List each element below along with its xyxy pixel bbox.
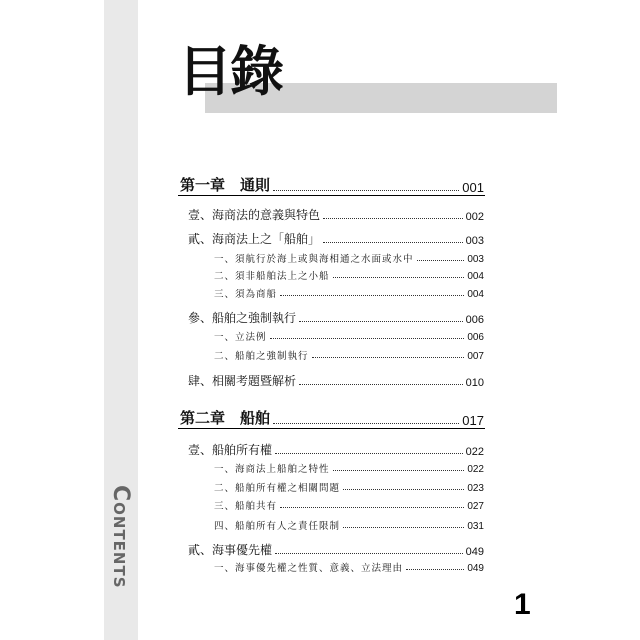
leader-dots	[273, 422, 459, 424]
toc-entry-section[interactable]	[188, 541, 484, 558]
toc-entry-page: 003	[467, 254, 484, 265]
leader-dots	[333, 276, 465, 278]
leader-dots	[270, 337, 465, 339]
toc-entry-page: 007	[467, 351, 484, 362]
toc-entry-chapter-2[interactable]	[180, 407, 484, 428]
leader-dots	[343, 526, 464, 528]
leader-dots	[280, 294, 464, 296]
toc-entry-page: 049	[467, 563, 484, 574]
leader-dots	[333, 469, 465, 471]
toc-entry-label: 一、海商法上船舶之特性	[214, 464, 330, 475]
toc-entry-label: 三、須為商船	[214, 289, 278, 300]
toc-entry-label: 貳、海事優先權	[188, 543, 273, 557]
toc-entry-section[interactable]	[188, 230, 484, 247]
toc-entry-sub[interactable]	[214, 461, 484, 475]
leader-dots	[312, 356, 465, 358]
leader-dots	[343, 488, 464, 490]
toc-entry-label: 一、須航行於海上或與海相通之水面或水中	[214, 254, 414, 265]
toc-entry-sub[interactable]	[214, 286, 484, 300]
toc-entry-page: 022	[465, 446, 484, 458]
toc-entry-sub[interactable]	[214, 498, 484, 512]
toc-entry-label: 肆、相關考題暨解析	[188, 374, 297, 388]
toc-entry-sub[interactable]	[214, 251, 484, 265]
toc-entry-page: 004	[467, 289, 484, 300]
toc-entry-sub[interactable]	[214, 560, 484, 574]
toc-entry-page: 006	[467, 332, 484, 343]
toc-entry-page: 010	[465, 377, 484, 389]
toc-entry-page: 001	[462, 180, 484, 195]
leader-dots	[323, 241, 463, 243]
toc-entry-sub[interactable]	[214, 518, 484, 532]
toc-entry-section[interactable]	[188, 309, 484, 326]
leader-dots	[299, 383, 463, 385]
chapter-divider	[178, 428, 485, 429]
toc-entry-page: 003	[465, 235, 484, 247]
toc-entry-label: 第二章 船舶	[180, 409, 271, 427]
toc-entry-page: 004	[467, 271, 484, 282]
toc-entry-page: 023	[467, 483, 484, 494]
leader-dots	[406, 568, 464, 570]
toc-entry-sub[interactable]	[214, 268, 484, 282]
chapter-divider	[178, 195, 485, 196]
toc-entry-label: 二、須非船舶法上之小船	[214, 271, 330, 282]
page-title: 目錄	[178, 39, 282, 103]
toc-entry-page: 022	[467, 464, 484, 475]
leader-dots	[299, 320, 463, 322]
leader-dots	[323, 217, 463, 219]
toc-entry-page: 031	[467, 521, 484, 532]
toc-entry-label: 第一章 通則	[180, 176, 271, 194]
toc-entry-section[interactable]	[188, 206, 484, 223]
toc-entry-label: 三、船舶共有	[214, 501, 278, 512]
toc-entry-page: 049	[465, 546, 484, 558]
page-number: 1	[514, 588, 531, 621]
leader-dots	[280, 506, 464, 508]
toc-entry-page: 017	[462, 413, 484, 428]
leader-dots	[275, 452, 463, 454]
toc-entry-label: 壹、海商法的意義與特色	[188, 208, 321, 222]
toc-entry-section[interactable]	[188, 441, 484, 458]
toc-entry-chapter-1[interactable]	[180, 174, 484, 195]
contents-label: Contents	[108, 485, 133, 589]
toc-entry-label: 貳、海商法上之「船舶」	[188, 232, 321, 246]
toc-entry-label: 壹、船舶所有權	[188, 443, 273, 457]
toc-entry-label: 二、船舶所有權之相關問題	[214, 483, 341, 494]
leader-dots	[273, 189, 459, 191]
toc-entry-sub[interactable]	[214, 348, 484, 362]
leader-dots	[275, 552, 463, 554]
toc-entry-sub[interactable]	[214, 480, 484, 494]
toc-entry-sub[interactable]	[214, 329, 484, 343]
toc-entry-label: 參、船舶之強制執行	[188, 311, 297, 325]
toc-entry-page: 027	[467, 501, 484, 512]
toc-entry-label: 一、海事優先權之性質、意義、立法理由	[214, 563, 404, 574]
toc-entry-page: 002	[465, 211, 484, 223]
toc-entry-label: 一、立法例	[214, 332, 267, 343]
toc-entry-label: 二、船舶之強制執行	[214, 351, 309, 362]
toc-entry-section[interactable]	[188, 372, 484, 389]
toc-entry-page: 006	[465, 314, 484, 326]
leader-dots	[417, 259, 465, 261]
toc-entry-label: 四、船舶所有人之責任限制	[214, 521, 341, 532]
